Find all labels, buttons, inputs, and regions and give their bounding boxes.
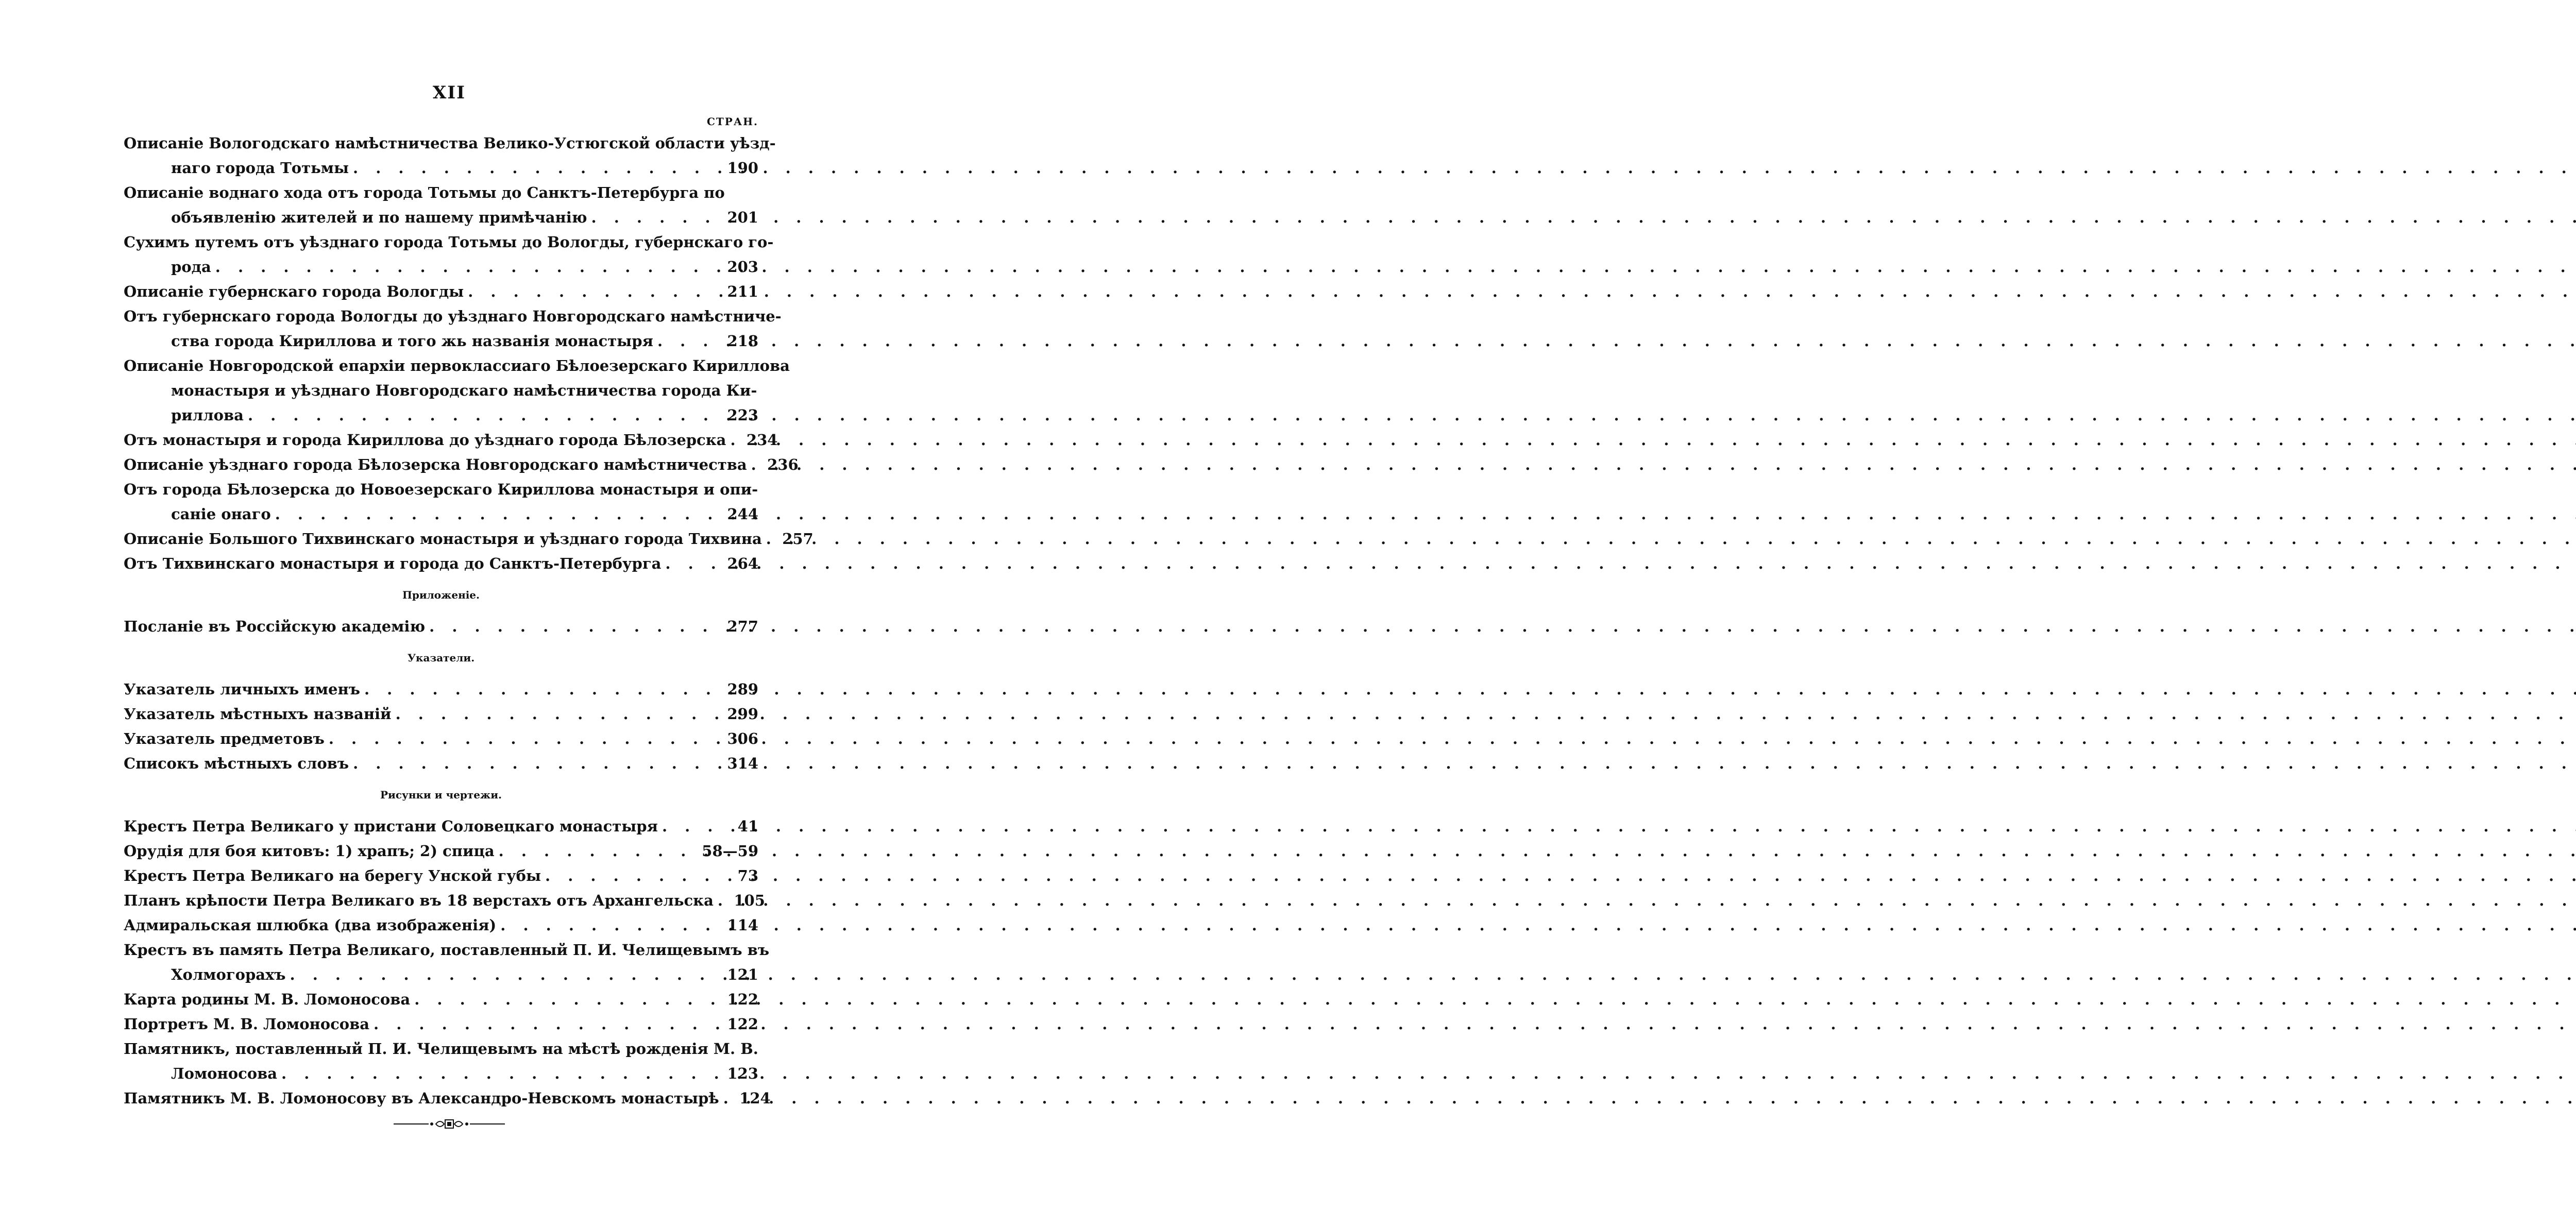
toc-entry-line: Сухимъ путемъ отъ уѣзднаго города Тотьмы до Вологды, губернскаго го- — [124, 233, 774, 251]
toc-entry-last-line — [124, 614, 758, 639]
toc-entry[interactable] — [124, 839, 758, 863]
dot-leader — [329, 726, 721, 751]
toc-entry[interactable] — [124, 614, 758, 639]
toc-entry[interactable] — [124, 526, 814, 551]
dot-leader — [662, 814, 721, 839]
toc-entry[interactable] — [124, 353, 790, 428]
section-heading: Приложеніе. — [402, 589, 480, 601]
toc-entry-last-line — [124, 428, 778, 452]
table-of-contents — [124, 131, 814, 1111]
toc-entry-line: монастыря и уѣзднаго Новгородскаго намѣстничества города Ки- — [171, 382, 757, 399]
toc-entry-last-line — [124, 888, 765, 913]
page-column-label: СТРАН. — [707, 115, 758, 128]
toc-entry-last-line — [124, 329, 758, 353]
toc-entry-page: 244 — [727, 505, 758, 523]
toc-entry-last-line — [124, 452, 799, 477]
toc-entry-line: Описаніе Вологодскаго намѣстничества Велико-Устюгской области уѣзд- — [124, 134, 776, 152]
toc-entry-page: 257 — [782, 530, 814, 548]
dot-leader — [414, 987, 721, 1012]
toc-entry-last-line — [124, 403, 758, 428]
toc-entry-last-line — [124, 551, 758, 576]
toc-entry-title: Крестъ Петра Великаго на берегу Унской губы — [124, 867, 541, 884]
toc-entry[interactable] — [124, 814, 758, 839]
toc-entry-last-line — [124, 526, 814, 551]
toc-entry-last-line — [124, 863, 758, 888]
toc-entry[interactable] — [124, 230, 774, 279]
toc-entry-title: Списокъ мѣстныхъ словъ — [124, 755, 349, 772]
toc-entry-page: 299 — [727, 705, 758, 723]
toc-entry-page: 203 — [727, 258, 758, 276]
toc-entry-page: 190 — [727, 159, 758, 177]
toc-entry[interactable] — [124, 180, 758, 230]
toc-entry-last-line — [124, 502, 758, 526]
toc-entry-line: Отъ губернскаго города Вологды до уѣзднаго Новгородскаго намѣстниче- — [124, 308, 782, 325]
toc-entry-page: 41 — [737, 817, 758, 835]
toc-entry-title: Орудія для боя китовъ: 1) храпъ; 2) спица — [124, 842, 495, 860]
toc-entry-title: Карта родины М. В. Ломоносова — [124, 991, 411, 1008]
dot-leader — [353, 156, 721, 180]
toc-entry[interactable] — [124, 913, 758, 938]
toc-entry-title: саніе онаго — [171, 505, 271, 523]
toc-entry[interactable] — [124, 477, 758, 526]
toc-entry-last-line — [124, 913, 758, 938]
toc-entry-line: Описаніе воднаго хода отъ города Тотьмы до Санктъ-Петербурга по — [124, 184, 725, 201]
toc-entry-line: Отъ города Бѣлозерска до Новоезерскаго Кириллова монастыря и опи- — [124, 481, 758, 498]
dot-leader — [657, 329, 721, 353]
toc-entry-title: Указатель личныхъ именъ — [124, 680, 360, 698]
toc-entry-title: Описаніе Большого Тихвинскаго монастыря и уѣзднаго города Тихвина — [124, 530, 762, 548]
toc-entry[interactable] — [124, 452, 799, 477]
toc-entry-title: Холмогорахъ — [171, 966, 286, 983]
toc-entry-page: 114 — [727, 916, 758, 934]
toc-entry[interactable] — [124, 304, 782, 353]
toc-entry-last-line — [124, 677, 758, 702]
toc-entry-line: Описаніе Новгородской епархіи первоклассиаго Бѣлоезерскаго Кириллова — [124, 357, 790, 374]
toc-entry[interactable] — [124, 279, 758, 304]
toc-entry-last-line — [124, 839, 758, 863]
toc-entry-title: Описаніе губернскаго города Вологды — [124, 283, 464, 300]
dot-leader — [290, 962, 721, 987]
dot-leader — [281, 1061, 721, 1086]
toc-entry-page: 264 — [727, 555, 758, 572]
dot-leader — [429, 614, 721, 639]
toc-entry-page: 223 — [727, 406, 758, 424]
dot-leader — [353, 751, 721, 776]
dot-leader — [718, 888, 728, 913]
toc-entry[interactable] — [124, 751, 758, 776]
toc-entry-title: объявленію жителей и по нашему примѣчанію — [171, 209, 587, 226]
page-number: XII — [432, 82, 466, 103]
toc-entry-last-line — [124, 814, 758, 839]
toc-entry-last-line — [124, 1012, 758, 1036]
toc-entry-last-line — [124, 987, 758, 1012]
toc-entry-page: 289 — [727, 680, 758, 698]
toc-entry-page: 236 — [767, 456, 799, 473]
toc-entry-last-line — [124, 254, 758, 279]
toc-entry[interactable] — [124, 1036, 758, 1086]
toc-entry-last-line — [124, 702, 758, 726]
dot-leader — [215, 254, 721, 279]
toc-entry-page: 314 — [727, 755, 758, 772]
toc-entry-title: Памятникъ М. В. Ломоносову въ Александро-Невскомъ монастырѣ — [124, 1089, 719, 1107]
toc-entry-last-line — [124, 1086, 771, 1111]
dot-leader — [766, 526, 776, 551]
toc-entry-page: 234 — [746, 431, 778, 449]
toc-entry-title: Адмиральская шлюбка (два изображенія) — [124, 916, 497, 934]
toc-entry-line: Памятникъ, поставленный П. И. Челищевымъ на мѣстѣ рожденія М. В. — [124, 1040, 758, 1058]
dot-leader — [248, 403, 721, 428]
dot-leader — [374, 1012, 721, 1036]
toc-entry-title: Посланіе въ Россійскую академію — [124, 618, 426, 635]
toc-entry[interactable] — [124, 987, 758, 1012]
dot-leader — [396, 702, 721, 726]
toc-entry[interactable] — [124, 677, 758, 702]
toc-entry[interactable] — [124, 863, 758, 888]
toc-entry-title: Отъ Тихвинскаго монастыря и города до Санктъ-Петербурга — [124, 555, 662, 572]
dot-leader — [499, 839, 698, 863]
toc-entry-title: риллова — [171, 406, 244, 424]
toc-entry-title: Отъ монастыря и города Кириллова до уѣзднаго города Бѣлозерска — [124, 431, 726, 449]
toc-entry-last-line — [124, 279, 758, 304]
toc-entry-page: 123 — [727, 1065, 758, 1082]
toc-entry-title: Портретъ М. В. Ломоносова — [124, 1015, 370, 1033]
toc-entry-title: Планъ крѣпости Петра Великаго въ 18 верстахъ отъ Архангельска — [124, 892, 714, 909]
toc-entry-title: Описаніе уѣзднаго города Бѣлозерска Новгородскаго намѣстничества — [124, 456, 747, 473]
toc-entry-title: ства города Кириллова и того жь названія монастыря — [171, 332, 653, 350]
toc-entry-page: 122 — [727, 991, 758, 1008]
toc-entry[interactable] — [124, 702, 758, 726]
toc-entry-page: 218 — [727, 332, 758, 350]
end-ornament — [0, 1117, 899, 1131]
dot-leader — [500, 913, 721, 938]
toc-entry-page: 201 — [727, 209, 758, 226]
toc-entry-page: 124 — [739, 1089, 771, 1107]
dot-leader — [364, 677, 721, 702]
dot-leader — [665, 551, 721, 576]
toc-entry-title: рода — [171, 258, 211, 276]
toc-entry[interactable] — [124, 726, 758, 751]
dot-leader — [468, 279, 721, 304]
toc-entry-title: Крестъ Петра Великаго у пристани Соловецкаго монастыря — [124, 817, 658, 835]
toc-entry[interactable] — [124, 938, 770, 987]
toc-entry-page: 73 — [737, 867, 758, 884]
toc-entry-page: 105 — [734, 892, 765, 909]
toc-entry-title: Ломоносова — [171, 1065, 278, 1082]
dot-leader — [275, 502, 721, 526]
dot-leader — [751, 452, 761, 477]
toc-entry-last-line — [124, 962, 758, 987]
ornament-flourish-icon — [393, 1117, 506, 1131]
toc-entry[interactable] — [124, 1012, 758, 1036]
dot-leader — [723, 1086, 734, 1111]
toc-entry-last-line — [124, 1061, 758, 1086]
toc-entry-page: 122 — [727, 1015, 758, 1033]
section-heading: Указатели. — [407, 652, 475, 664]
toc-entry-last-line — [124, 156, 758, 180]
toc-entry-page: 58—59 — [702, 842, 758, 860]
dot-leader — [545, 863, 721, 888]
toc-entry-line: Крестъ въ память Петра Великаго, поставленный П. И. Челищевымъ въ — [124, 941, 770, 959]
toc-entry-title: наго города Тотьмы — [171, 159, 349, 177]
toc-entry[interactable] — [124, 1086, 771, 1111]
toc-entry[interactable] — [124, 131, 776, 180]
dot-leader — [730, 428, 740, 452]
toc-entry-page: 277 — [727, 618, 758, 635]
toc-entry-last-line — [124, 205, 758, 230]
toc-entry[interactable] — [124, 888, 765, 913]
toc-entry-page: 306 — [727, 730, 758, 747]
toc-entry-page: 211 — [727, 283, 758, 300]
toc-entry-title: Указатель мѣстныхъ названій — [124, 705, 392, 723]
toc-entry-last-line — [124, 726, 758, 751]
toc-entry-page: 121 — [727, 966, 758, 983]
toc-entry-last-line — [124, 751, 758, 776]
dot-leader — [591, 205, 721, 230]
toc-entry[interactable] — [124, 551, 758, 576]
toc-entry[interactable] — [124, 428, 778, 452]
toc-entry-title: Указатель предметовъ — [124, 730, 325, 747]
section-heading: Рисунки и чертежи. — [380, 789, 502, 801]
